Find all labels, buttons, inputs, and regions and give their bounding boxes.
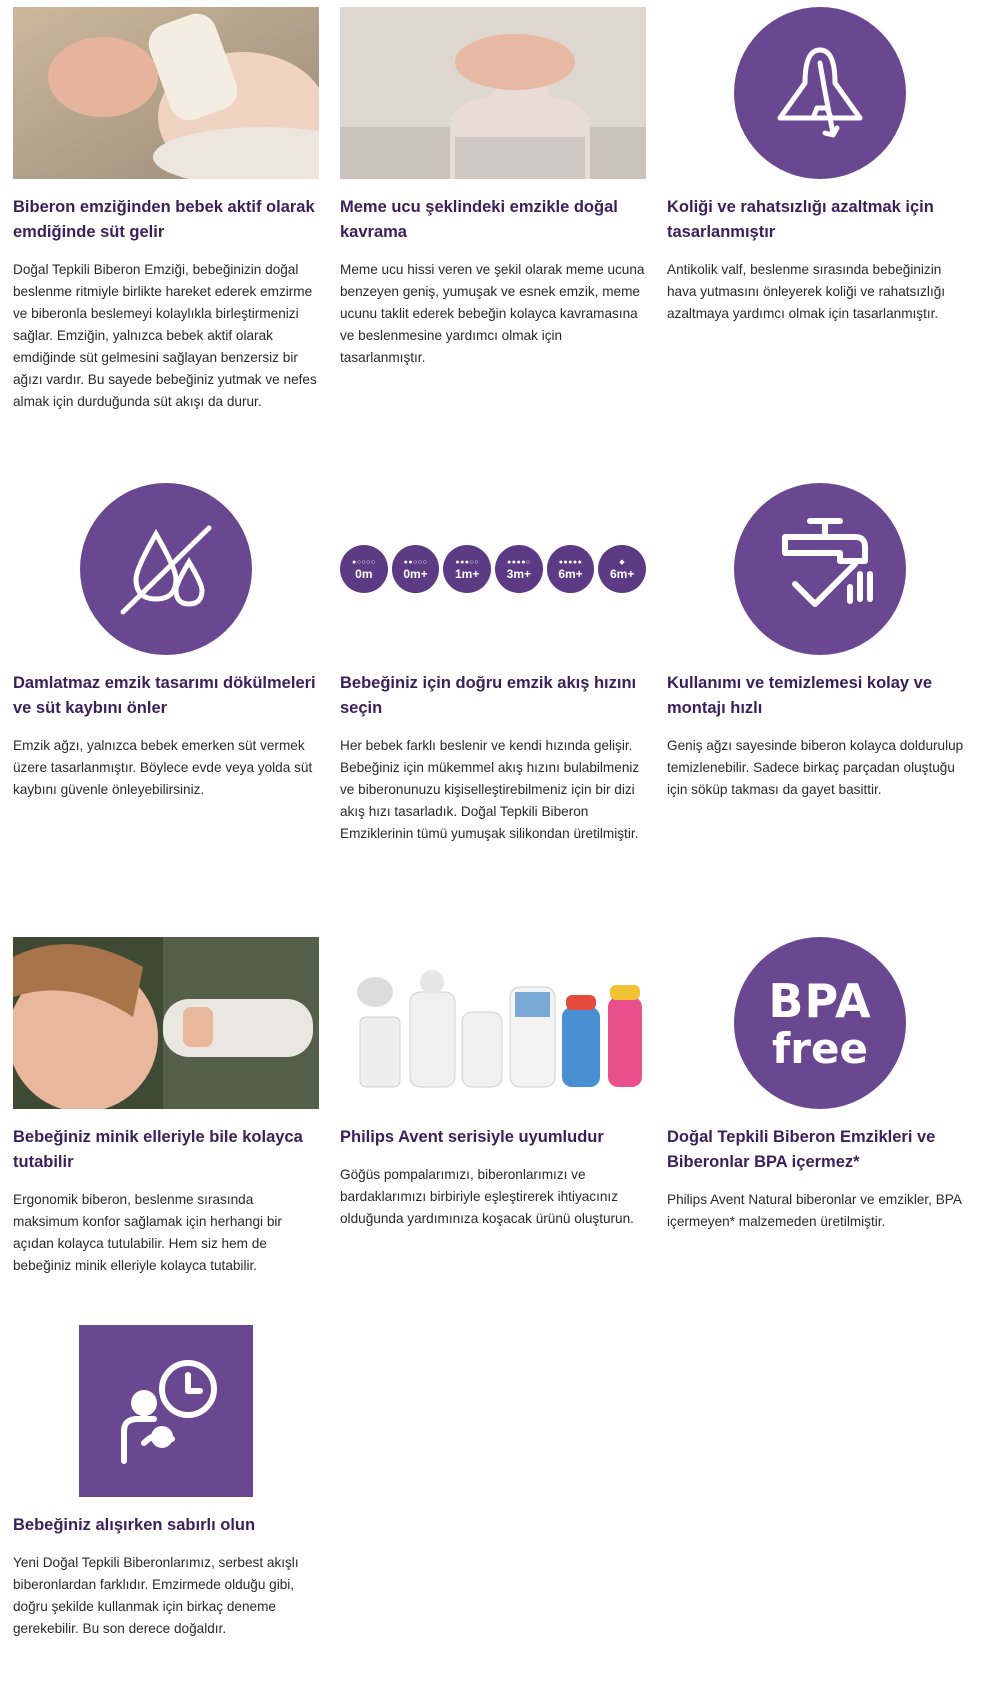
feature-description: Antikolik valf, beslenme sırasında bebeğinizin hava yutmasını önleyerek koliği ve rahatsızlığı azaltmaya yardımcı olmak için tasarlanmıştır. <box>667 262 946 321</box>
flow-rate-chip <box>495 545 543 593</box>
flow-rate-chip <box>598 545 646 593</box>
bpa-free-badge <box>667 937 973 1109</box>
feature-description: Doğal Tepkili Biberon Emziği, bebeğinizin doğal beslenme ritmiyle birlikte hareket ederek emzirme ve biberonla beslemeyi kolaylıkla birleştirmenizi sağlar. Emziğin, yalnızca bebek aktif olarak emdiğinde süt gelmesini sağlayan benzersiz bir ağızı vardır. Bu sayede bebeğiniz yutmak ve nefes almak için durduğunda süt akışı da durur. <box>13 262 317 409</box>
flow-dots: ●●●●● <box>558 558 583 566</box>
feature-description: Meme ucu hissi veren ve şekil olarak meme ucuna benzeyen geniş, yumuşak ve esnek emzik, meme ucunu taklit ederek bebeğin kolayca kavramasına ve beslenmesine yardımcı olmak için tasarlanmıştır. <box>340 262 645 365</box>
bpa-badge-line2: free <box>772 1024 868 1073</box>
bpa-badge-line1: BPA <box>768 974 872 1028</box>
feature-card-easy-clean <box>667 483 973 801</box>
flow-dots: ●●○○○ <box>403 558 428 566</box>
feature-title: Bebeğiniz için doğru emzik akış hızını seçin <box>340 674 637 717</box>
toddler-drinking-photo <box>13 937 319 1109</box>
no-drip-icon <box>13 483 319 655</box>
feature-description: Yeni Doğal Tepkili Biberonlarımız, serbest akışlı biberonlardan farklıdır. Emzirmede olduğu gibi, doğru şekilde kullanmak için birkaç deneme gerekebilir. Bu son derece doğaldır. <box>13 1555 299 1636</box>
flow-label: 6m+ <box>610 566 635 581</box>
feature-title: Koliği ve rahatsızlığı azaltmak için tasarlanmıştır <box>667 198 934 241</box>
feature-card-natural-latch <box>340 7 646 369</box>
tap-check-icon <box>667 483 973 655</box>
feature-description: Göğüs pompalarımızı, biberonlarımızı ve bardaklarımızı birbiriyle eşleştirerek ihtiyacınız olduğunda yardımınıza koşacak ürünü oluşturun. <box>340 1167 634 1226</box>
feature-card-easy-hold <box>13 937 319 1277</box>
flow-rate-chip <box>392 545 440 593</box>
flow-label: 0m+ <box>403 566 428 581</box>
anti-colic-valve-icon <box>667 7 973 179</box>
baby-feeding-photo <box>13 7 319 179</box>
flow-rate-chip <box>443 545 491 593</box>
feature-description: Her bebek farklı beslenir ve kendi hızında gelişir. Bebeğiniz için mükemmel akış hızını bulabilmeniz ve biberonunuzu kişiselleştirebilmeniz için bir dizi akış hızı tasarladık. Doğal Tepkili Biberon Emziklerinin tümü yumuşak silikondan üretilmiştir. <box>340 738 640 841</box>
flow-rate-chip <box>340 545 388 593</box>
feature-title: Bebeğiniz minik elleriyle bile kolayca tutabilir <box>13 1128 303 1171</box>
feature-card-patience <box>13 1325 319 1640</box>
feature-title: Meme ucu şeklindeki emzikle doğal kavrama <box>340 198 618 241</box>
hand-nipple-photo <box>340 7 646 179</box>
flow-rate-chips <box>340 483 646 655</box>
flow-label: 6m+ <box>558 566 583 581</box>
flow-dots: ●●●○○ <box>455 558 479 566</box>
feature-description: Geniş ağzı sayesinde biberon kolayca doldurulup temizlenebilir. Sadece birkaç parçadan oluştuğu için söküp takması da gayet basittir. <box>667 738 964 797</box>
feature-title: Biberon emziğinden bebek aktif olarak emdiğinde süt gelir <box>13 198 315 241</box>
feature-title: Kullanımı ve temizlemesi kolay ve montajı hızlı <box>667 674 933 717</box>
feature-card-active-flow <box>13 7 319 413</box>
feature-card-bpa-free <box>667 937 973 1233</box>
feature-title: Philips Avent serisiyle uyumludur <box>340 1128 604 1146</box>
flow-dots: ●○○○○ <box>352 558 376 566</box>
feature-card-no-drip <box>13 483 319 801</box>
flow-rate-chip <box>547 545 595 593</box>
feature-description: Emzik ağzı, yalnızca bebek emerken süt vermek üzere tasarlanmıştır. Böylece evde veya yolda süt kaybını güvenle önleyebilirsiniz. <box>13 738 313 797</box>
flow-label: 1m+ <box>454 566 480 581</box>
feature-description: Ergonomik biberon, beslenme sırasında maksimum konfor sağlamak için herhangi bir açıdan kolayca tutulabilir. Hem siz hem de bebeğiniz minik elleriyle kolayca tutabilir. <box>13 1192 282 1273</box>
feature-card-anti-colic <box>667 7 973 325</box>
feature-title: Bebeğiniz alışırken sabırlı olun <box>13 1516 256 1534</box>
feature-title: Damlatmaz emzik tasarımı dökülmeleri ve süt kaybını önler <box>13 674 316 717</box>
flow-label: 3m+ <box>506 566 532 581</box>
patience-icon <box>13 1325 319 1497</box>
feature-card-compatible <box>340 937 646 1230</box>
product-range-image <box>340 937 646 1109</box>
feature-title: Doğal Tepkili Biberon Emzikleri ve Biberonlar BPA içermez* <box>667 1128 936 1171</box>
flow-dots: ◆ <box>619 558 626 566</box>
flow-label: 0m <box>355 566 373 581</box>
feature-card-flow-rates <box>340 483 646 845</box>
feature-description: Philips Avent Natural biberonlar ve emzikler, BPA içermeyen* malzemeden üretilmiştir. <box>667 1192 962 1229</box>
flow-dots: ●●●●○ <box>507 558 531 566</box>
